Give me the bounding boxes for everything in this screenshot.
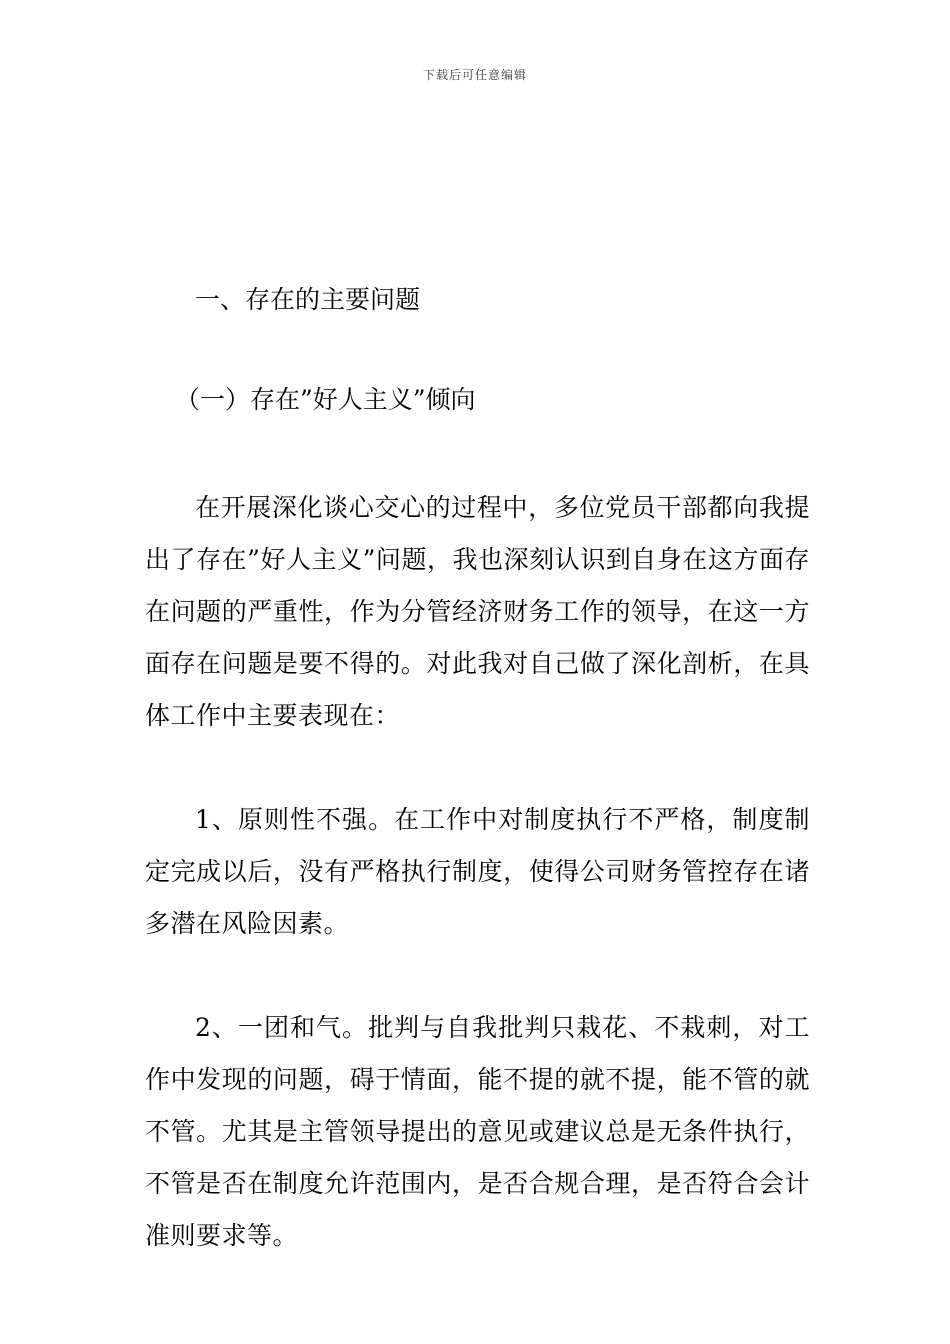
subsection-title: （一）存在”好人主义”倾向 [175, 385, 476, 414]
page-header-note: 下载后可任意编辑 [422, 68, 527, 82]
point-2-paragraph: 2、一团和气。批判与自我批判只栽花、不栽刺，对工作中发现的问题，碍于情面，能不提的就不提，能不管的就不管。尤其是主管领导提出的意见或建议总是无条件执行，不管是否在制度允许范围内，是否合规合理，是否符合会计准则要求等。 [145, 1013, 810, 1250]
point-1-paragraph: 1、原则性不强。在工作中对制度执行不严格，制度制定完成以后，没有严格执行制度，使得公司财务管控存在诸多潜在风险因素。 [145, 805, 810, 938]
intro-paragraph: 在开展深化谈心交心的过程中，多位党员干部都向我提出了存在”好人主义”问题，我也深刻认识到自身在这方面存在问题的严重性，作为分管经济财务工作的领导，在这一方面存在问题是要不得的。对此我对自己做了深化剖析，在具体工作中主要表现在： [145, 493, 810, 730]
document-body [145, 282, 810, 1314]
section-title: 一、存在的主要问题 [195, 285, 421, 314]
